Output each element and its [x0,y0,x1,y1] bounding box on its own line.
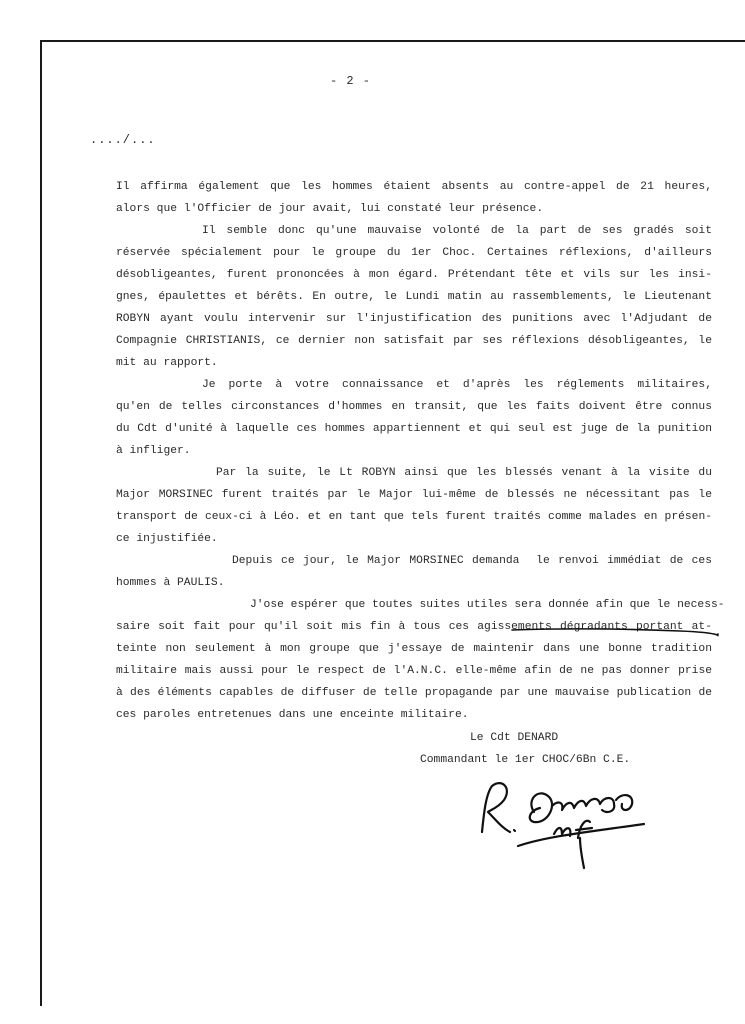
paragraph-4 [116,462,712,550]
text-line: du Cdt d'unité à laquelle ces hommes appartiennent et qui seul est juge de la punition [116,423,712,435]
text-line: à infliger. [116,445,191,457]
text-line: ces paroles entretenues dans une enceinte militaire. [116,709,469,721]
text-line: Il affirma également que les hommes étaient absents au contre-appel de 21 heures, [116,181,712,193]
text-line: Je porte à votre connaissance et d'après les réglements militaires, [202,379,712,391]
text-line: ROBYN ayant voulu intervenir sur l'injustification des punitions avec l'Adjudant de [116,313,712,325]
page-number: - 2 - [330,74,372,88]
handwritten-signature [468,772,658,872]
text-line: alors que l'Officier de jour avait, lui constaté leur présence. [116,203,544,215]
page-border-top [42,40,745,42]
handwritten-underline [510,622,720,642]
text-line: saire soit fait pour qu'il soit mis fin à tous ces agissements dégradants portant at- [116,621,712,633]
text-line: Par la suite, le Lt ROBYN ainsi que les blessés venant à la visite du [216,467,712,479]
text-line: Depuis ce jour, le Major MORSINEC demanda le renvoi immédiat de ces [232,555,712,567]
text-line: qu'en de telles circonstances d'hommes en transit, que les faits doivent être connus [116,401,712,413]
text-line: réservée spécialement pour le groupe du 1er Choc. Certaines réflexions, d'ailleurs [116,247,712,259]
paragraph-2 [116,220,712,374]
text-line: ce injustifiée. [116,533,218,545]
text-line: Major MORSINEC furent traités par le Major lui-même de blessés ne nécessitant pas le [116,489,712,501]
paragraph-1 [116,176,712,220]
text-line: désobligeantes, furent prononcées à mon égard. Prétendant tête et vils sur les insi- [116,269,712,281]
page-border-left [40,40,42,1006]
text-line: J'ose espérer que toutes suites utiles sera donnée afin que le necess- [250,599,725,611]
text-line: militaire mais aussi pour le respect de l'A.N.C. elle-même afin de ne pas donner prise [116,665,712,677]
text-line: gnes, épaulettes et bérêts. En outre, le Lundi matin au rassemblements, le Lieutenant [116,291,712,303]
text-line: à des éléments capables de diffuser de telle propagande par une mauvaise publication de [116,687,712,699]
letter-body [116,176,725,726]
signatory-name: Le Cdt DENARD [470,732,559,744]
paragraph-5 [116,550,712,594]
text-line: Compagnie CHRISTIANIS, ce dernier non satisfait par ses réflexions désobligeantes, le [116,335,712,347]
text-line: transport de ceux-ci à Léo. et en tant que tels furent traités comme malades en présen- [116,511,712,523]
text-line: mit au rapport. [116,357,218,369]
signatory-title: Commandant le 1er CHOC/6Bn C.E. [420,754,631,766]
paragraph-3 [116,374,712,462]
continuation-mark: ..../... [90,133,156,147]
text-line: hommes à PAULIS. [116,577,225,589]
paragraph-6 [116,594,725,726]
text-line: Il semble donc qu'une mauvaise volonté de la part de ses gradés soit [202,225,712,237]
text-line: teinte non seulement à mon groupe que j'essaye de maintenir dans une bonne tradition [116,643,712,655]
signature-block [420,727,630,771]
